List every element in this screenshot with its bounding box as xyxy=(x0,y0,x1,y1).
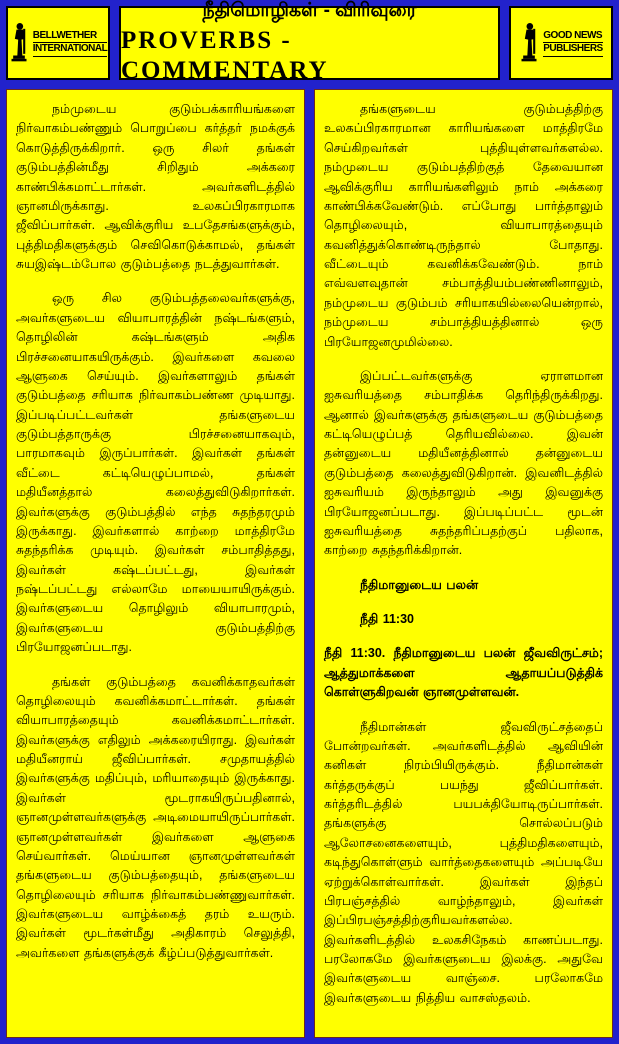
section-heading: நீதிமானுடைய பலன் xyxy=(360,577,479,592)
left-column xyxy=(6,89,305,1038)
title-english: PROVERBS - COMMENTARY xyxy=(121,26,329,84)
title-tamil: நீதிமொழிகள் - விரிவுரை xyxy=(202,0,417,22)
paragraph: நீதிமான்கள் ஜீவவிருட்சத்தைப் போன்றவர்கள். அவர்களிடத்தில் ஆவியின் கனிகள் நிரம்பியிருக்கும். நீதிமான்கள் கர்த்தருக்குப் பயந்து ஜீவிப்பார்கள். கர்த்தரிடத்தில் பயபக்தியோடிருப்பார்கள். தங்களுக்கு சொல்லப்படும் ஆலோசனைகளையும், புத்திமதிகளையும், கடிந்துகொள்ளும் வார்த்தைகளையும் அப்படியே ஏற்றுக்கொள்வார்கள். இவர்கள் இந்தப் பிரபஞ்சத்தில் வாழ்ந்தாலும், இவர்கள் இப்பிரபஞ்சத்திற்குரியவர்களல்ல. இவர்களிடத்தில் உலகசிநேகம் காணப்படாது. பரலோகமே இவர்களுடைய இலக்கு. அதுவே இவர்களுடைய வாஞ்சை. பரலோகமே இவர்களுடைய நித்திய வாசஸ்தலம். xyxy=(324,719,603,1005)
paragraph: இப்பட்டவர்களுக்கு ஏராளமான ஐசுவரியத்தை சம்பாதிக்க தெரிந்திருக்கிறது. ஆனால் இவர்களுக்கு தங்களுடைய குடும்பத்தை கட்டியெழுப்பத் தெரியவில்லை. இவன் தன்னுடைய மதியீனத்தினால் தன்னுடைய குடும்பத்தை கலைத்துவிடுகிறான். இவனிடத்தில் ஐசுவரியம் இருந்தாலும் அது இவனுக்கு பிரயோஜனப்படாது. இப்படிப்பட்ட மூடன் ஐசுவரியத்தை சுதந்தரிப்பதற்குப் பதிலாக, காற்றை சுதந்தரிக்கிறான். xyxy=(324,368,603,558)
good-news-logo-line2: PUBLISHERS xyxy=(543,43,602,57)
good-news-logo-line1: GOOD NEWS xyxy=(543,30,602,44)
good-news-logo-text xyxy=(543,30,602,57)
paragraph: தங்களுடைய குடும்பத்திற்கு உலகப்பிரகாரமான காரியங்களை மாத்திரமே செய்கிறவர்கள் புத்தியுள்ளவர்களல்ல. நம்முடைய குடும்பத்திற்குத் தேவையான ஆவிக்குரிய காரியங்களிலும் நாம் அக்கரை காண்பிக்கவேண்டும். எப்போது பார்த்தாலும் தொழிலையும், வியாபாரத்தையும் கவனித்துக்கொண்டிருந்தால் போதாது. வீட்டையும் கவனிக்கவேண்டும். நாம் எவ்வளவுதான் சம்பாத்தியம்பண்ணினாலும், நம்முடைய குடும்பம் சரியாகயில்லையென்றால், நம்முடைய சம்பாத்தியத்தினால் ஒரு பிரயோஜனமுமில்லை. xyxy=(324,102,603,349)
document-body xyxy=(6,89,613,1038)
paragraph: தங்கள் குடும்பத்தை கவனிக்காதவர்கள் தொழிலையும் கவனிக்கமாட்டார்கள். தங்கள் வியாபாரத்தையும் கவனிக்கமாட்டார்கள். இவர்களுக்கு எதிலும் அக்கரையிராது. இவர்கள் மதியீனராய் ஜீவிப்பார்கள். சமுதாயத்தில் இவர்களுக்கு மதிப்பும், மரியாதையும் இருக்காது. இவர்கள் மூடராகயிருப்பதினால், ஞானமுள்ளவர்களுக்கு அடிமையாயிருப்பார்கள். ஞானமுள்ளவர்கள் இவர்களை ஆளுகை செய்வார்கள். மெய்யான ஞானமுள்ளவர்கள் தங்களுடைய குடும்பத்தையும், தங்களுடைய தொழிலையும் சரியாக நிர்வாகம்பண்ணுவார்கள். இவர்களுடைய வாழ்க்கைத் தரம் உயரும். இவர்கள் மூடர்கள்மீது அதிகாரம் செலுத்தி, அவர்களை தங்களுக்குக் கீழ்ப்படுத்துவார்கள். xyxy=(16,674,295,960)
good-news-statue-icon xyxy=(519,20,539,66)
title-box xyxy=(119,0,500,84)
bellwether-logo-text xyxy=(33,30,107,57)
bellwether-logo xyxy=(6,6,110,80)
bellwether-logo-line2: INTERNATIONAL xyxy=(33,43,107,57)
paragraph: ஒரு சில குடும்பத்தலைவர்களுக்கு, அவர்களுடைய வியாபாரத்தின் நஷ்டங்களும், தொழிலின் கஷ்டங்களும் அதிக பிரச்சனையாகயிருக்கும். இவர்களை கவலை ஆளுகை செய்யும். இவர்களாலும் தங்கள் குடும்பத்தை சரியாக நிர்வாகம்பண்ண முடியாது. இப்படிப்பட்டவர்கள் தங்களுடைய குடும்பத்தாருக்கு பிரச்சனையாகவும், பாரமாகவும் இருப்பார்கள். இவர்கள் தங்கள் வீட்டை கட்டியெழுப்பாமல், தங்கள் மதியீனத்தால் கலைத்துவிடுகிறார்கள். இவர்களுக்கு குடும்பத்தில் எந்த சுதந்தரமும் இருக்காது. இவர்களால் காற்றை மாத்திரமே சுதந்தரிக்க முடியும். இவர்கள் சம்பாதித்தது, இவர்கள் கஷ்டப்பட்டது, இவர்கள் நஷ்டப்பட்டது எல்லாமே மாயையாயிருக்கும். இவர்களுடைய தொழிலும் வியாபாரமும், இவர்களுடைய குடும்பத்திற்கு பிரயோஜனப்படாது. xyxy=(16,291,295,655)
page-header xyxy=(6,0,613,84)
good-news-logo xyxy=(509,6,613,80)
paragraph: நம்முடைய குடும்பக்காரியங்களை நிர்வாகம்பண்ணும் பொறுப்பை கர்த்தர் நமக்குக் கொடுத்திருக்கிறார். ஒரு சிலர் தங்கள் குடும்பத்தின்மீது சிறிதும் அக்கரை காண்பிக்கமாட்டார்கள். அவர்களிடத்தில் ஞானமிருக்காது. உலகப்பிரகாரமாக ஜீவிப்பார்கள். ஆவிக்குரிய உபதேசங்களுக்கும், புத்திமதிகளுக்கும் செவிகொடுக்காமல், தங்கள் சுயஇஷ்டம்போல குடும்பத்தை நடத்துவார்கள். xyxy=(16,102,295,271)
verse-text: நீதி 11:30. நீதிமானுடைய பலன் ஜீவவிருட்சம்; ஆத்துமாக்களை ஆதாயப்படுத்திக் கொள்ளுகிறவன் ஞானமுள்ளவன். xyxy=(324,646,603,700)
bellwether-statue-icon xyxy=(9,20,29,66)
right-column xyxy=(314,89,613,1038)
section-reference: நீதி 11:30 xyxy=(360,612,415,626)
bellwether-logo-line1: BELLWETHER xyxy=(33,30,107,44)
